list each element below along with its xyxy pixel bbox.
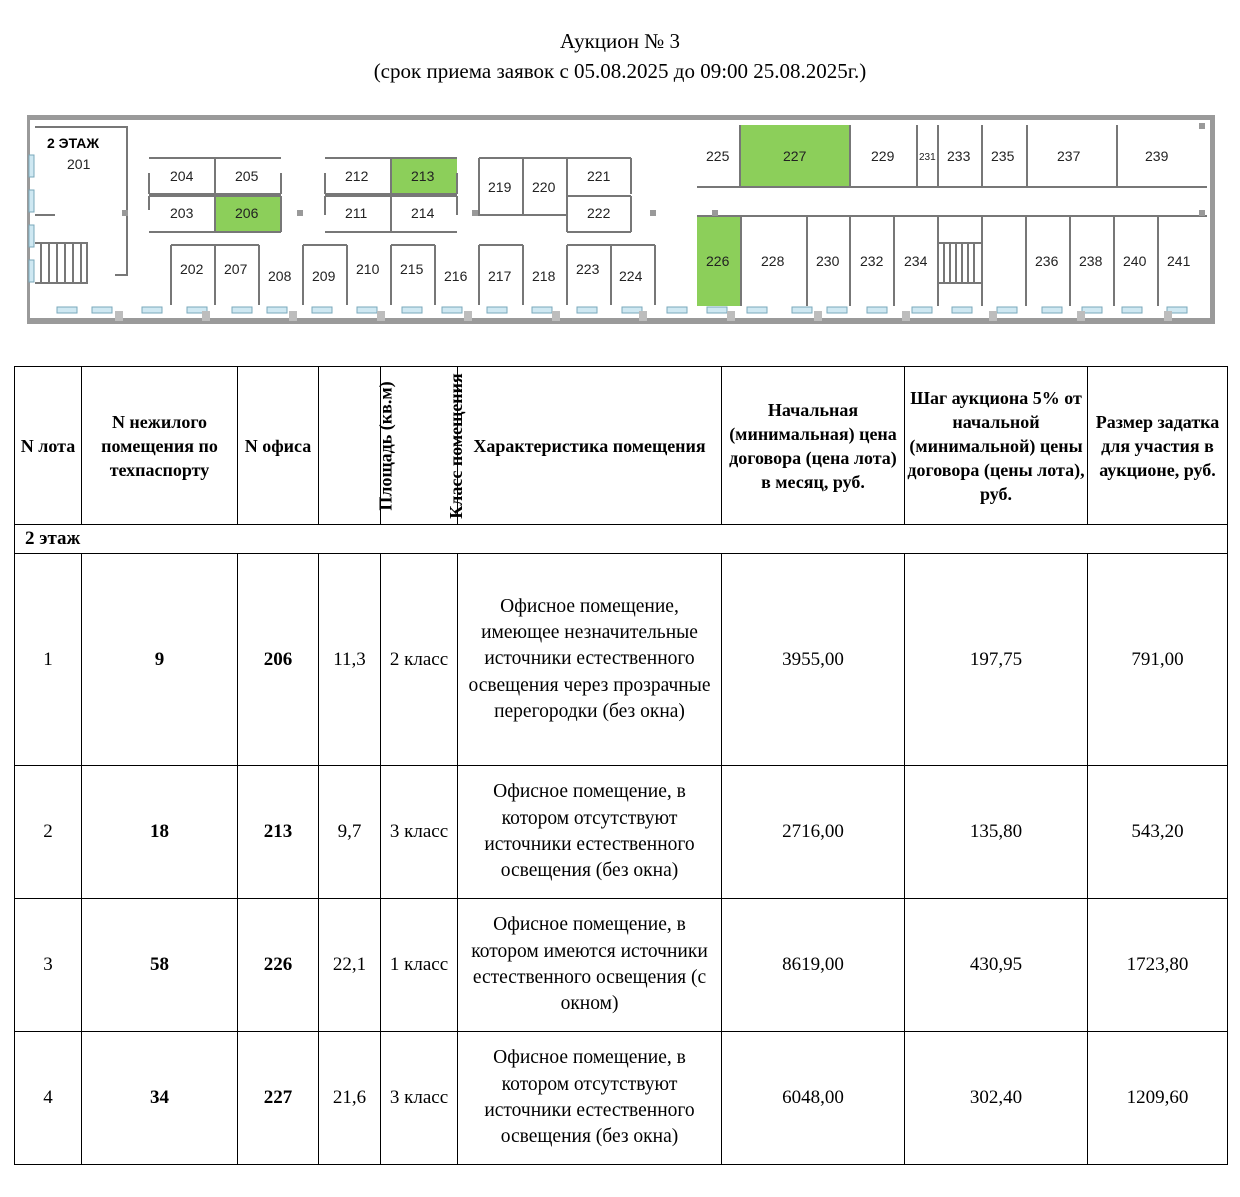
cell-price: 3955,00 (722, 554, 905, 766)
room-213: 213 (411, 168, 435, 184)
room-210: 210 (356, 261, 380, 277)
cell-area: 9,7 (319, 766, 381, 899)
room-226: 226 (706, 253, 730, 269)
cell-price: 2716,00 (722, 766, 905, 899)
cell-step: 430,95 (905, 899, 1088, 1032)
room-217: 217 (488, 268, 512, 284)
room-236: 236 (1035, 253, 1059, 269)
cell-area: 22,1 (319, 899, 381, 1032)
cell-office: 226 (238, 899, 319, 1032)
cell-class: 1 класс (381, 899, 458, 1032)
cell-office: 206 (238, 554, 319, 766)
room-208: 208 (268, 268, 292, 284)
cell-step: 197,75 (905, 554, 1088, 766)
cell-lot: 3 (15, 899, 82, 1032)
cell-lot: 1 (15, 554, 82, 766)
room-240: 240 (1123, 253, 1147, 269)
cell-deposit: 791,00 (1088, 554, 1228, 766)
room-229: 229 (871, 148, 895, 164)
cell-premise: 18 (82, 766, 238, 899)
room-219: 219 (488, 179, 512, 195)
room-239: 239 (1145, 148, 1169, 164)
cell-description: Офисное помещение, в котором имеются источники естественного освещения (с окном) (458, 899, 722, 1032)
page-title: Аукцион № 3 (559, 29, 681, 53)
cell-deposit: 543,20 (1088, 766, 1228, 899)
cell-premise: 58 (82, 899, 238, 1032)
cell-lot: 4 (15, 1032, 82, 1165)
room-205: 205 (235, 168, 259, 184)
room-204: 204 (170, 168, 194, 184)
room-223: 223 (576, 261, 600, 277)
table-row (15, 554, 1228, 766)
cell-lot: 2 (15, 766, 82, 899)
cell-office: 213 (238, 766, 319, 899)
cell-description: Офисное помещение, в котором отсутствуют источники естественного освещения (без окна) (458, 766, 722, 899)
header-area-label: Площадь (кв.м) (375, 380, 396, 511)
room-235: 235 (991, 148, 1015, 164)
cell-price: 6048,00 (722, 1032, 905, 1165)
cell-description: Офисное помещение, в котором отсутствуют источники естественного освещения (без окна) (458, 1032, 722, 1165)
room-207: 207 (224, 261, 248, 277)
cell-deposit: 1209,60 (1088, 1032, 1228, 1165)
room-202: 202 (180, 261, 204, 277)
room-227: 227 (783, 148, 807, 164)
header-price: Начальная (минимальная) цена договора (цена лота) в месяц, руб. (722, 367, 905, 525)
header-lot: N лота (15, 367, 82, 525)
cell-step: 302,40 (905, 1032, 1088, 1165)
room-233: 233 (947, 148, 971, 164)
table-row (15, 766, 1228, 899)
cell-premise: 34 (82, 1032, 238, 1165)
room-201: 201 (67, 156, 91, 172)
room-211: 211 (345, 205, 368, 221)
room-218: 218 (532, 268, 556, 284)
section-label: 2 этаж (15, 525, 1228, 554)
cell-deposit: 1723,80 (1088, 899, 1228, 1032)
cell-office: 227 (238, 1032, 319, 1165)
header-deposit: Размер задатка для участия в аукционе, руб. (1088, 367, 1228, 525)
header-area (319, 367, 396, 525)
floor-label: 2 ЭТАЖ (47, 135, 100, 151)
section-row (15, 525, 1228, 554)
room-209: 209 (312, 268, 336, 284)
header-step: Шаг аукциона 5% от начальной (минимальной) цены договора (цены лота), руб. (905, 367, 1088, 525)
room-228: 228 (761, 253, 785, 269)
page-subtitle: (срок приема заявок с 05.08.2025 до 09:00 25.08.2025г.) (373, 59, 867, 83)
cell-price: 8619,00 (722, 899, 905, 1032)
room-230: 230 (816, 253, 840, 269)
room-220: 220 (532, 179, 556, 195)
room-212: 212 (345, 168, 369, 184)
header-class-label: Класс помещения (445, 372, 466, 519)
cell-area: 21,6 (319, 1032, 381, 1165)
table-row (15, 1032, 1228, 1165)
room-225: 225 (706, 148, 730, 164)
room-216: 216 (444, 268, 468, 284)
room-222: 222 (587, 205, 611, 221)
table-row (15, 899, 1228, 1032)
room-241: 241 (1167, 253, 1191, 269)
header-description: Характеристика помещения (458, 367, 722, 525)
cell-class: 2 класс (381, 554, 458, 766)
table-header-row (15, 367, 1228, 525)
room-206: 206 (235, 205, 259, 221)
room-232: 232 (860, 253, 884, 269)
lots-table (14, 366, 1228, 1165)
room-234: 234 (904, 253, 928, 269)
room-221: 221 (587, 168, 611, 184)
floor-plan (27, 115, 1215, 325)
header-office: N офиса (238, 367, 319, 525)
room-238: 238 (1079, 253, 1103, 269)
cell-description: Офисное помещение, имеющее незначительные источники естественного освещения через прозрачные перегородки (без окна) (458, 554, 722, 766)
room-237: 237 (1057, 148, 1081, 164)
room-214: 214 (411, 205, 435, 221)
cell-class: 3 класс (381, 1032, 458, 1165)
header-premise: N нежилого помещения по техпаспорту (82, 367, 238, 525)
room-215: 215 (400, 261, 424, 277)
room-231: 231 (919, 152, 936, 163)
cell-class: 3 класс (381, 766, 458, 899)
cell-step: 135,80 (905, 766, 1088, 899)
room-224: 224 (619, 268, 643, 284)
cell-premise: 9 (82, 554, 238, 766)
cell-area: 11,3 (319, 554, 381, 766)
room-203: 203 (170, 205, 194, 221)
